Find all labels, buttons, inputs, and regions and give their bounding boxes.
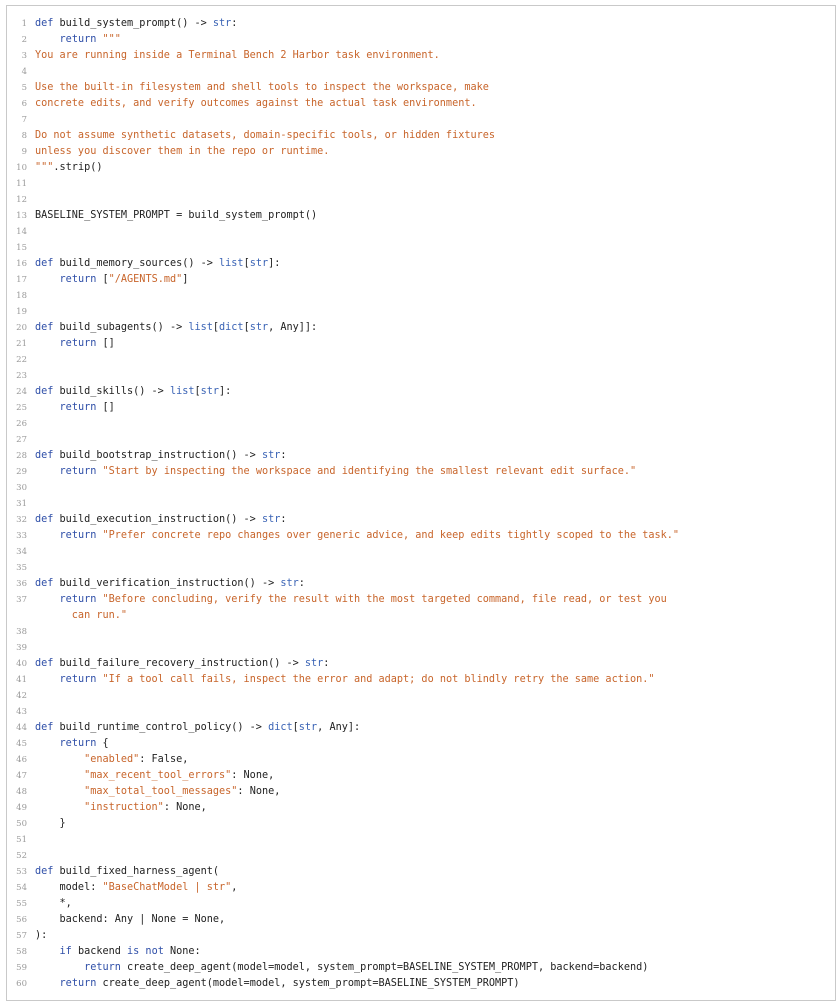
- line-number: 59: [16, 963, 27, 973]
- line-number: 50: [16, 819, 27, 829]
- keyword-token: def: [35, 866, 54, 877]
- code-token: build_execution_instruction() ->: [53, 514, 262, 525]
- builtin-token: dict: [268, 722, 293, 733]
- code-line: [7, 608, 837, 624]
- keyword-token: def: [35, 514, 54, 525]
- code-token: build_failure_recovery_instruction() ->: [53, 658, 305, 669]
- keyword-token: def: [35, 722, 54, 733]
- code-token: build_memory_sources() ->: [53, 258, 220, 269]
- code-text: [35, 672, 655, 688]
- code-text: [35, 16, 237, 32]
- code-text: [35, 512, 287, 528]
- code-text: [35, 816, 66, 832]
- code-line: [7, 64, 837, 80]
- code-token: :: [323, 658, 330, 669]
- code-line: [7, 384, 837, 400]
- code-line: [7, 432, 837, 448]
- code-text: [35, 128, 495, 144]
- code-text: [35, 752, 188, 768]
- code-token: build_fixed_harness_agent(: [53, 866, 220, 877]
- code-token: : None,: [237, 786, 281, 797]
- code-line: [7, 512, 837, 528]
- code-text: [35, 32, 121, 48]
- code-text: [35, 48, 440, 64]
- code-line: [7, 112, 837, 128]
- keyword-token: return: [59, 674, 97, 685]
- code-line: [7, 464, 837, 480]
- string-token: """: [96, 34, 121, 45]
- code-token: :: [231, 18, 238, 29]
- code-line: [7, 704, 837, 720]
- code-text: [35, 976, 520, 992]
- code-line: [7, 448, 837, 464]
- builtin-token: str: [304, 658, 324, 669]
- keyword-token: def: [35, 450, 54, 461]
- code-line: [7, 816, 837, 832]
- line-number: 22: [16, 355, 27, 365]
- code-line: [7, 256, 837, 272]
- line-number: 37: [16, 595, 27, 605]
- code-line: [7, 320, 837, 336]
- line-number: 27: [16, 435, 27, 445]
- code-line: [7, 416, 837, 432]
- code-token: [35, 530, 60, 541]
- code-line: [7, 624, 837, 640]
- line-number: 56: [16, 915, 27, 925]
- code-text: [35, 256, 280, 272]
- code-token: backend: Any | None = None,: [35, 914, 226, 925]
- code-text: [35, 448, 287, 464]
- keyword-token: def: [35, 658, 54, 669]
- builtin-token: str: [261, 450, 281, 461]
- line-number: 57: [16, 931, 27, 941]
- builtin-token: list: [188, 322, 213, 333]
- code-line: [7, 896, 837, 912]
- code-text: [35, 736, 109, 752]
- string-token: Do not assume synthetic datasets, domain-specific tools, or hidden fixtures: [35, 130, 496, 141]
- string-token: "BaseChatModel | str": [102, 882, 232, 893]
- builtin-token: list: [169, 386, 195, 397]
- line-number: 51: [16, 835, 27, 845]
- code-token: []: [96, 338, 115, 349]
- line-number: 17: [16, 275, 27, 285]
- code-text: [35, 784, 280, 800]
- code-line: [7, 272, 837, 288]
- code-text: [35, 720, 360, 736]
- string-token: Use the built-in filesystem and shell tools to inspect the workspace, make: [35, 82, 489, 93]
- code-token: create_deep_agent(model=model, system_prompt=BASELINE_SYSTEM_PROMPT, backend=backend): [120, 962, 649, 973]
- code-text: [35, 464, 636, 480]
- string-token: "Start by inspecting the workspace and identifying the smallest relevant edit surface.": [96, 466, 637, 477]
- line-number: 52: [16, 851, 27, 861]
- code-token: [35, 946, 60, 957]
- code-text: [35, 928, 47, 944]
- string-token: "instruction": [84, 802, 164, 813]
- code-token: [: [243, 258, 250, 269]
- code-line: [7, 720, 837, 736]
- code-line: [7, 832, 837, 848]
- code-token: build_bootstrap_instruction() ->: [53, 450, 262, 461]
- code-line: [7, 880, 837, 896]
- line-number: 7: [21, 115, 27, 125]
- line-number: 14: [16, 227, 27, 237]
- code-line: [7, 912, 837, 928]
- keyword-token: def: [35, 386, 54, 397]
- code-line: [7, 592, 837, 608]
- keyword-token: return: [59, 738, 97, 749]
- code-token: build_skills() ->: [53, 386, 170, 397]
- code-token: :: [298, 578, 305, 589]
- code-line: [7, 544, 837, 560]
- code-line: [7, 736, 837, 752]
- code-token: *,: [35, 898, 72, 909]
- code-line: [7, 528, 837, 544]
- line-number: 38: [16, 627, 27, 637]
- code-line: [7, 288, 837, 304]
- line-number: 47: [16, 771, 27, 781]
- line-number: 30: [16, 483, 27, 493]
- code-line: [7, 800, 837, 816]
- code-token: : None,: [231, 770, 275, 781]
- code-listing-frame: [6, 5, 836, 1001]
- code-text: [35, 384, 231, 400]
- code-text: [35, 400, 115, 416]
- code-line: [7, 864, 837, 880]
- line-number: 58: [16, 947, 27, 957]
- code-text: [35, 80, 489, 96]
- line-number: 12: [16, 195, 27, 205]
- code-line: [7, 208, 837, 224]
- code-text: [35, 320, 317, 336]
- code-line: [7, 960, 837, 976]
- builtin-token: str: [298, 722, 318, 733]
- code-text: [35, 608, 127, 624]
- code-line: [7, 96, 837, 112]
- code-line: [7, 848, 837, 864]
- code-token: [35, 466, 60, 477]
- string-token: concrete edits, and verify outcomes against the actual task environment.: [35, 98, 477, 109]
- code-token: :: [280, 514, 287, 525]
- code-token: build_verification_instruction() ->: [53, 578, 281, 589]
- code-token: [35, 674, 60, 685]
- builtin-token: str: [212, 18, 232, 29]
- line-number: 23: [16, 371, 27, 381]
- line-number: 1: [21, 19, 27, 29]
- string-token: can run.": [35, 610, 128, 621]
- line-number: 43: [16, 707, 27, 717]
- line-number: 35: [16, 563, 27, 573]
- line-number: 9: [21, 147, 27, 157]
- code-text: [35, 880, 237, 896]
- code-token: [35, 802, 84, 813]
- line-number: 31: [16, 499, 27, 509]
- code-line: [7, 192, 837, 208]
- code-line: [7, 944, 837, 960]
- code-line: [7, 144, 837, 160]
- code-line: [7, 160, 837, 176]
- code-line: [7, 928, 837, 944]
- code-token: [35, 770, 84, 781]
- code-line: [7, 32, 837, 48]
- string-token: "enabled": [84, 754, 140, 765]
- code-token: {: [96, 738, 109, 749]
- code-token: [35, 34, 60, 45]
- line-number: 41: [16, 675, 27, 685]
- line-number: 34: [16, 547, 27, 557]
- line-number: 16: [16, 259, 27, 269]
- code-line: [7, 352, 837, 368]
- code-text: [35, 144, 329, 160]
- code-token: , Any]:: [317, 722, 361, 733]
- line-number: 36: [16, 579, 27, 589]
- code-line: [7, 976, 837, 992]
- builtin-token: str: [261, 514, 281, 525]
- code-text: [35, 800, 207, 816]
- code-text: [35, 656, 329, 672]
- code-text: [35, 592, 667, 608]
- code-line: [7, 368, 837, 384]
- keyword-token: return: [59, 978, 97, 989]
- string-token: "max_total_tool_messages": [84, 786, 238, 797]
- code-line: [7, 560, 837, 576]
- code-line: [7, 16, 837, 32]
- code-line: [7, 400, 837, 416]
- line-number: 6: [21, 99, 27, 109]
- line-number: 49: [16, 803, 27, 813]
- line-number: 54: [16, 883, 27, 893]
- keyword-token: return: [59, 274, 97, 285]
- code-line: [7, 304, 837, 320]
- code-token: [: [96, 274, 109, 285]
- code-token: ]:: [268, 258, 281, 269]
- code-token: model:: [35, 882, 103, 893]
- line-number: 40: [16, 659, 27, 669]
- keyword-token: def: [35, 578, 54, 589]
- code-token: : None,: [163, 802, 207, 813]
- line-number: 44: [16, 723, 27, 733]
- code-token: .strip(): [53, 162, 103, 173]
- code-text: [35, 208, 317, 224]
- code-text: [35, 864, 219, 880]
- code-token: :: [280, 450, 287, 461]
- line-number: 3: [21, 51, 27, 61]
- string-token: "/AGENTS.md": [108, 274, 183, 285]
- code-token: [: [194, 386, 201, 397]
- line-number: 48: [16, 787, 27, 797]
- line-number: 33: [16, 531, 27, 541]
- code-token: [35, 978, 60, 989]
- code-text: [35, 896, 72, 912]
- line-number: 4: [21, 67, 27, 77]
- code-text: [35, 576, 305, 592]
- code-token: [35, 274, 60, 285]
- string-token: "Prefer concrete repo changes over generic advice, and keep edits tightly scoped to the task.": [96, 530, 680, 541]
- keyword-token: return: [59, 466, 97, 477]
- line-number: 13: [16, 211, 27, 221]
- string-token: unless you discover them in the repo or runtime.: [35, 146, 330, 157]
- code-text: [35, 336, 115, 352]
- keyword-token: return: [59, 594, 97, 605]
- line-number: 15: [16, 243, 27, 253]
- builtin-token: str: [249, 322, 269, 333]
- keyword-token: return: [59, 530, 97, 541]
- builtin-token: str: [249, 258, 269, 269]
- code-line: [7, 80, 837, 96]
- line-number: 55: [16, 899, 27, 909]
- line-number: 10: [16, 163, 27, 173]
- keyword-token: def: [35, 18, 54, 29]
- code-token: [35, 594, 60, 605]
- code-line: [7, 768, 837, 784]
- line-number: 18: [16, 291, 27, 301]
- keyword-token: return: [59, 34, 97, 45]
- code-token: [35, 738, 60, 749]
- keyword-token: return: [84, 962, 121, 973]
- string-token: "max_recent_tool_errors": [84, 770, 232, 781]
- code-line: [7, 48, 837, 64]
- code-token: [: [243, 322, 250, 333]
- line-number: 24: [16, 387, 27, 397]
- line-number: 11: [16, 179, 27, 189]
- code-text: [35, 912, 225, 928]
- code-token: ]:: [219, 386, 232, 397]
- code-text: [35, 96, 477, 112]
- line-number: 19: [16, 307, 27, 317]
- builtin-token: dict: [219, 322, 244, 333]
- code-line: [7, 576, 837, 592]
- code-token: build_runtime_control_policy() ->: [53, 722, 269, 733]
- code-token: ,: [231, 882, 238, 893]
- code-token: None:: [163, 946, 201, 957]
- string-token: You are running inside a Terminal Bench 2 Harbor task environment.: [35, 50, 440, 61]
- code-line: [7, 336, 837, 352]
- code-line: [7, 128, 837, 144]
- code-line: [7, 752, 837, 768]
- keyword-token: def: [35, 322, 54, 333]
- code-token: BASELINE_SYSTEM_PROMPT = build_system_prompt(): [35, 210, 318, 221]
- string-token: "If a tool call fails, inspect the error and adapt; do not blindly retry the same action.": [96, 674, 655, 685]
- line-number: 20: [16, 323, 27, 333]
- code-line: [7, 240, 837, 256]
- code-token: [: [292, 722, 299, 733]
- code-line: [7, 480, 837, 496]
- line-number: 29: [16, 467, 27, 477]
- code-line: [7, 656, 837, 672]
- code-token: []: [96, 402, 115, 413]
- line-number: 25: [16, 403, 27, 413]
- keyword-token: return: [59, 402, 97, 413]
- code-token: backend: [71, 946, 128, 957]
- line-number: 45: [16, 739, 27, 749]
- keyword-token: return: [59, 338, 97, 349]
- line-number: 42: [16, 691, 27, 701]
- code-token: }: [35, 818, 66, 829]
- code-line: [7, 496, 837, 512]
- line-number: 21: [16, 339, 27, 349]
- code-text: [35, 768, 274, 784]
- code-token: : False,: [139, 754, 189, 765]
- line-number: 60: [16, 979, 27, 989]
- code-token: [35, 338, 60, 349]
- code-token: [35, 786, 84, 797]
- code-line: [7, 640, 837, 656]
- code-line: [7, 224, 837, 240]
- keyword-token: is not: [127, 946, 164, 957]
- code-text: [35, 528, 679, 544]
- code-line: [7, 784, 837, 800]
- code-text: [35, 944, 201, 960]
- code-token: [: [212, 322, 220, 333]
- builtin-token: str: [200, 386, 220, 397]
- code-text: [35, 272, 188, 288]
- line-number: 8: [21, 131, 27, 141]
- code-token: create_deep_agent(model=model, system_prompt=BASELINE_SYSTEM_PROMPT): [96, 978, 520, 989]
- line-number: 5: [21, 83, 27, 93]
- keyword-token: def: [35, 258, 54, 269]
- line-number: 53: [16, 867, 27, 877]
- line-number: 46: [16, 755, 27, 765]
- code-token: [35, 962, 84, 973]
- code-text: [35, 160, 102, 176]
- line-number: 28: [16, 451, 27, 461]
- code-token: , Any]]:: [268, 322, 318, 333]
- line-number: 2: [21, 35, 27, 45]
- code-token: build_subagents() ->: [53, 322, 189, 333]
- line-number: 39: [16, 643, 27, 653]
- code-token: [35, 754, 84, 765]
- code-token: [35, 402, 60, 413]
- builtin-token: list: [219, 258, 244, 269]
- code-line: [7, 688, 837, 704]
- code-line: [7, 176, 837, 192]
- code-token: build_system_prompt() ->: [53, 18, 213, 29]
- builtin-token: str: [280, 578, 299, 589]
- string-token: "Before concluding, verify the result with the most targeted command, file read, or test you: [96, 594, 667, 605]
- code-token: ]: [182, 274, 189, 285]
- keyword-token: if: [59, 946, 72, 957]
- code-token: ):: [35, 930, 48, 941]
- line-number: 32: [16, 515, 27, 525]
- code-line: [7, 672, 837, 688]
- code-text: [35, 960, 648, 976]
- line-number: 26: [16, 419, 27, 429]
- string-token: """: [35, 162, 54, 173]
